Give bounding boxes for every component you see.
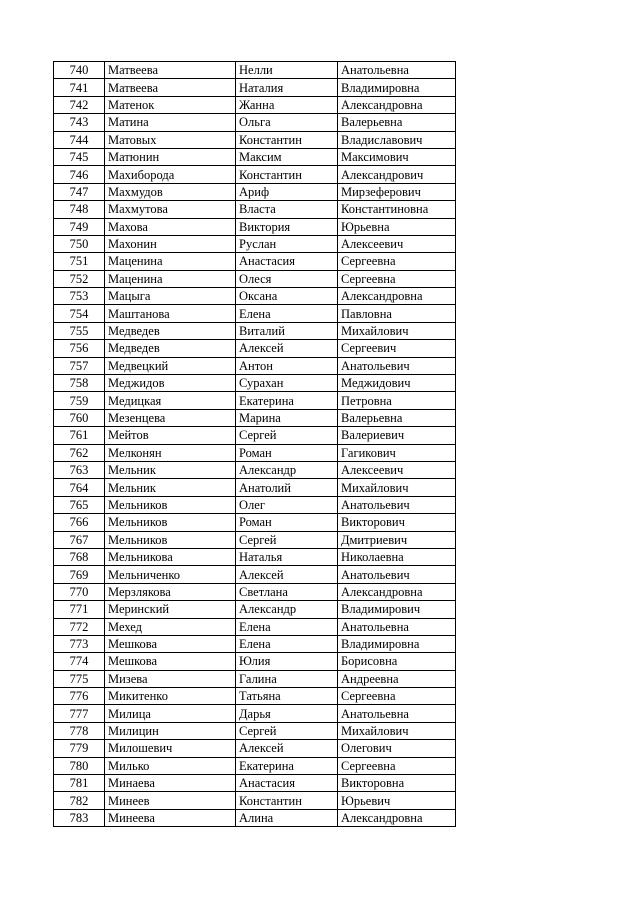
- row-number: 762: [54, 444, 105, 461]
- first-name-cell: Виталий: [236, 322, 338, 339]
- last-name-cell: Маштанова: [105, 305, 236, 322]
- row-number: 757: [54, 357, 105, 374]
- last-name-cell: Матюнин: [105, 148, 236, 165]
- table-row: [54, 201, 456, 218]
- first-name-cell: Руслан: [236, 235, 338, 252]
- patronymic-cell: Викторовна: [338, 775, 456, 792]
- patronymic-cell: Юрьевич: [338, 792, 456, 809]
- table-row: [54, 461, 456, 478]
- patronymic-cell: Анатольевна: [338, 62, 456, 79]
- table-row: [54, 322, 456, 339]
- patronymic-cell: Анатольевич: [338, 496, 456, 513]
- first-name-cell: Константин: [236, 792, 338, 809]
- row-number: 766: [54, 514, 105, 531]
- table-row: [54, 514, 456, 531]
- patronymic-cell: Михайлович: [338, 722, 456, 739]
- last-name-cell: Медицкая: [105, 392, 236, 409]
- table-row: [54, 218, 456, 235]
- row-number: 770: [54, 583, 105, 600]
- first-name-cell: Елена: [236, 635, 338, 652]
- first-name-cell: Антон: [236, 357, 338, 374]
- table-row: [54, 114, 456, 131]
- first-name-cell: Нелли: [236, 62, 338, 79]
- patronymic-cell: Валериевич: [338, 427, 456, 444]
- patronymic-cell: Сергеевна: [338, 253, 456, 270]
- table-row: [54, 96, 456, 113]
- first-name-cell: Дарья: [236, 705, 338, 722]
- table-row: [54, 705, 456, 722]
- last-name-cell: Маценина: [105, 253, 236, 270]
- patronymic-cell: Мирзеферович: [338, 183, 456, 200]
- row-number: 743: [54, 114, 105, 131]
- row-number: 750: [54, 235, 105, 252]
- row-number: 756: [54, 340, 105, 357]
- patronymic-cell: Олегович: [338, 740, 456, 757]
- table-row: [54, 775, 456, 792]
- first-name-cell: Сергей: [236, 427, 338, 444]
- row-number: 761: [54, 427, 105, 444]
- patronymic-cell: Михайлович: [338, 479, 456, 496]
- last-name-cell: Мейтов: [105, 427, 236, 444]
- row-number: 741: [54, 79, 105, 96]
- table-row: [54, 740, 456, 757]
- row-number: 767: [54, 531, 105, 548]
- last-name-cell: Мацыга: [105, 288, 236, 305]
- patronymic-cell: Петровна: [338, 392, 456, 409]
- row-number: 765: [54, 496, 105, 513]
- first-name-cell: Елена: [236, 618, 338, 635]
- first-name-cell: Александр: [236, 461, 338, 478]
- patronymic-cell: Меджидович: [338, 375, 456, 392]
- row-number: 773: [54, 635, 105, 652]
- table-row: [54, 809, 456, 826]
- last-name-cell: Медвецкий: [105, 357, 236, 374]
- row-number: 754: [54, 305, 105, 322]
- last-name-cell: Милько: [105, 757, 236, 774]
- last-name-cell: Матвеева: [105, 79, 236, 96]
- patronymic-cell: Владиславович: [338, 131, 456, 148]
- table-row: [54, 409, 456, 426]
- first-name-cell: Олеся: [236, 270, 338, 287]
- first-name-cell: Светлана: [236, 583, 338, 600]
- row-number: 782: [54, 792, 105, 809]
- table-row: [54, 375, 456, 392]
- first-name-cell: Ольга: [236, 114, 338, 131]
- patronymic-cell: Александровна: [338, 288, 456, 305]
- names-table: [53, 61, 456, 827]
- last-name-cell: Мерзлякова: [105, 583, 236, 600]
- row-number: 744: [54, 131, 105, 148]
- last-name-cell: Мельников: [105, 496, 236, 513]
- row-number: 769: [54, 566, 105, 583]
- last-name-cell: Мезенцева: [105, 409, 236, 426]
- table-row: [54, 479, 456, 496]
- row-number: 740: [54, 62, 105, 79]
- patronymic-cell: Павловна: [338, 305, 456, 322]
- patronymic-cell: Юрьевна: [338, 218, 456, 235]
- last-name-cell: Минеев: [105, 792, 236, 809]
- patronymic-cell: Андреевна: [338, 670, 456, 687]
- last-name-cell: Махмудов: [105, 183, 236, 200]
- table-row: [54, 427, 456, 444]
- row-number: 764: [54, 479, 105, 496]
- table-row: [54, 566, 456, 583]
- last-name-cell: Мелконян: [105, 444, 236, 461]
- last-name-cell: Мельник: [105, 479, 236, 496]
- table-row: [54, 270, 456, 287]
- first-name-cell: Екатерина: [236, 392, 338, 409]
- first-name-cell: Алексей: [236, 566, 338, 583]
- row-number: 742: [54, 96, 105, 113]
- patronymic-cell: Владимировна: [338, 79, 456, 96]
- row-number: 755: [54, 322, 105, 339]
- row-number: 780: [54, 757, 105, 774]
- last-name-cell: Минаева: [105, 775, 236, 792]
- table-row: [54, 618, 456, 635]
- table-row: [54, 635, 456, 652]
- last-name-cell: Мельниченко: [105, 566, 236, 583]
- last-name-cell: Микитенко: [105, 688, 236, 705]
- first-name-cell: Сурахан: [236, 375, 338, 392]
- patronymic-cell: Николаевна: [338, 548, 456, 565]
- table-row: [54, 148, 456, 165]
- patronymic-cell: Анатольевна: [338, 705, 456, 722]
- patronymic-cell: Александровна: [338, 809, 456, 826]
- first-name-cell: Ариф: [236, 183, 338, 200]
- first-name-cell: Екатерина: [236, 757, 338, 774]
- first-name-cell: Жанна: [236, 96, 338, 113]
- last-name-cell: Милицин: [105, 722, 236, 739]
- table-row: [54, 357, 456, 374]
- patronymic-cell: Алексеевич: [338, 461, 456, 478]
- first-name-cell: Анастасия: [236, 775, 338, 792]
- patronymic-cell: Михайлович: [338, 322, 456, 339]
- first-name-cell: Роман: [236, 444, 338, 461]
- last-name-cell: Матина: [105, 114, 236, 131]
- first-name-cell: Алексей: [236, 340, 338, 357]
- first-name-cell: Александр: [236, 601, 338, 618]
- last-name-cell: Матовых: [105, 131, 236, 148]
- patronymic-cell: Сергеевна: [338, 757, 456, 774]
- row-number: 760: [54, 409, 105, 426]
- patronymic-cell: Алексеевич: [338, 235, 456, 252]
- first-name-cell: Анатолий: [236, 479, 338, 496]
- last-name-cell: Мехед: [105, 618, 236, 635]
- row-number: 771: [54, 601, 105, 618]
- last-name-cell: Махонин: [105, 235, 236, 252]
- last-name-cell: Махмутова: [105, 201, 236, 218]
- last-name-cell: Мешкова: [105, 653, 236, 670]
- first-name-cell: Марина: [236, 409, 338, 426]
- last-name-cell: Маценина: [105, 270, 236, 287]
- patronymic-cell: Валерьевна: [338, 114, 456, 131]
- first-name-cell: Галина: [236, 670, 338, 687]
- table-row: [54, 131, 456, 148]
- row-number: 778: [54, 722, 105, 739]
- first-name-cell: Максим: [236, 148, 338, 165]
- last-name-cell: Мизева: [105, 670, 236, 687]
- last-name-cell: Меринский: [105, 601, 236, 618]
- first-name-cell: Сергей: [236, 531, 338, 548]
- row-number: 758: [54, 375, 105, 392]
- row-number: 777: [54, 705, 105, 722]
- table-row: [54, 235, 456, 252]
- row-number: 763: [54, 461, 105, 478]
- patronymic-cell: Александровна: [338, 583, 456, 600]
- table-row: [54, 548, 456, 565]
- table-row: [54, 183, 456, 200]
- first-name-cell: Алексей: [236, 740, 338, 757]
- row-number: 774: [54, 653, 105, 670]
- patronymic-cell: Анатольевич: [338, 357, 456, 374]
- row-number: 749: [54, 218, 105, 235]
- first-name-cell: Виктория: [236, 218, 338, 235]
- patronymic-cell: Викторович: [338, 514, 456, 531]
- last-name-cell: Мешкова: [105, 635, 236, 652]
- last-name-cell: Мельников: [105, 514, 236, 531]
- first-name-cell: Константин: [236, 131, 338, 148]
- patronymic-cell: Анатольевич: [338, 566, 456, 583]
- last-name-cell: Мельников: [105, 531, 236, 548]
- table-row: [54, 496, 456, 513]
- table-row: [54, 79, 456, 96]
- patronymic-cell: Сергеевна: [338, 270, 456, 287]
- table-row: [54, 792, 456, 809]
- first-name-cell: Юлия: [236, 653, 338, 670]
- table-row: [54, 688, 456, 705]
- row-number: 745: [54, 148, 105, 165]
- row-number: 783: [54, 809, 105, 826]
- table-row: [54, 166, 456, 183]
- first-name-cell: Власта: [236, 201, 338, 218]
- row-number: 759: [54, 392, 105, 409]
- patronymic-cell: Анатольевна: [338, 618, 456, 635]
- patronymic-cell: Валерьевна: [338, 409, 456, 426]
- table-row: [54, 392, 456, 409]
- table-row: [54, 340, 456, 357]
- last-name-cell: Милица: [105, 705, 236, 722]
- row-number: 748: [54, 201, 105, 218]
- last-name-cell: Милошевич: [105, 740, 236, 757]
- patronymic-cell: Максимович: [338, 148, 456, 165]
- table-row: [54, 305, 456, 322]
- first-name-cell: Константин: [236, 166, 338, 183]
- last-name-cell: Медведев: [105, 340, 236, 357]
- names-table-body: [54, 62, 456, 827]
- last-name-cell: Матенок: [105, 96, 236, 113]
- row-number: 753: [54, 288, 105, 305]
- row-number: 768: [54, 548, 105, 565]
- first-name-cell: Алина: [236, 809, 338, 826]
- patronymic-cell: Сергеевна: [338, 688, 456, 705]
- table-row: [54, 722, 456, 739]
- row-number: 775: [54, 670, 105, 687]
- table-row: [54, 583, 456, 600]
- patronymic-cell: Александровна: [338, 96, 456, 113]
- table-row: [54, 288, 456, 305]
- patronymic-cell: Сергеевич: [338, 340, 456, 357]
- row-number: 781: [54, 775, 105, 792]
- first-name-cell: Елена: [236, 305, 338, 322]
- first-name-cell: Роман: [236, 514, 338, 531]
- patronymic-cell: Константиновна: [338, 201, 456, 218]
- first-name-cell: Олег: [236, 496, 338, 513]
- row-number: 751: [54, 253, 105, 270]
- last-name-cell: Мельник: [105, 461, 236, 478]
- first-name-cell: Оксана: [236, 288, 338, 305]
- row-number: 747: [54, 183, 105, 200]
- row-number: 752: [54, 270, 105, 287]
- patronymic-cell: Александрович: [338, 166, 456, 183]
- table-row: [54, 444, 456, 461]
- last-name-cell: Меджидов: [105, 375, 236, 392]
- table-row: [54, 253, 456, 270]
- first-name-cell: Наталия: [236, 79, 338, 96]
- last-name-cell: Мельникова: [105, 548, 236, 565]
- patronymic-cell: Владимировна: [338, 635, 456, 652]
- first-name-cell: Татьяна: [236, 688, 338, 705]
- first-name-cell: Сергей: [236, 722, 338, 739]
- last-name-cell: Махиборода: [105, 166, 236, 183]
- table-row: [54, 531, 456, 548]
- last-name-cell: Махова: [105, 218, 236, 235]
- table-row: [54, 601, 456, 618]
- row-number: 772: [54, 618, 105, 635]
- patronymic-cell: Дмитриевич: [338, 531, 456, 548]
- first-name-cell: Анастасия: [236, 253, 338, 270]
- first-name-cell: Наталья: [236, 548, 338, 565]
- table-row: [54, 62, 456, 79]
- last-name-cell: Минеева: [105, 809, 236, 826]
- patronymic-cell: Борисовна: [338, 653, 456, 670]
- row-number: 746: [54, 166, 105, 183]
- row-number: 779: [54, 740, 105, 757]
- table-row: [54, 757, 456, 774]
- last-name-cell: Матвеева: [105, 62, 236, 79]
- row-number: 776: [54, 688, 105, 705]
- table-row: [54, 653, 456, 670]
- patronymic-cell: Владимирович: [338, 601, 456, 618]
- last-name-cell: Медведев: [105, 322, 236, 339]
- patronymic-cell: Гагикович: [338, 444, 456, 461]
- table-row: [54, 670, 456, 687]
